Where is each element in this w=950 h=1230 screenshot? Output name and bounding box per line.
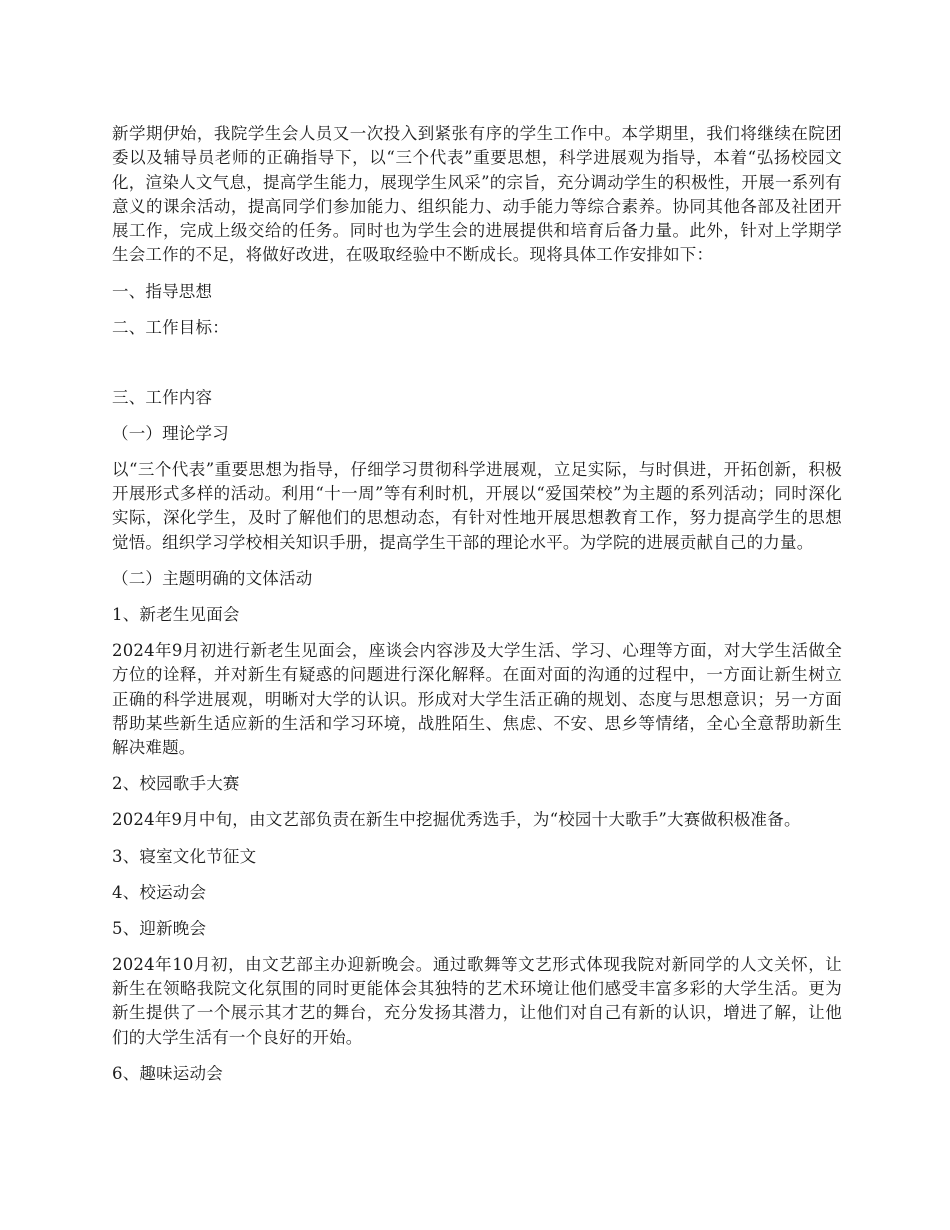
singer-contest-paragraph: 2024年9月中旬，由文艺部负责在新生中挖掘优秀选手，为“校园十大歌手”大赛做积极准备。 <box>112 810 801 830</box>
item-singer-contest: 2、校园歌手大赛 <box>112 774 240 794</box>
intro-paragraph: 新学期伊始，我院学生会人员又一次投入到紧张有序的学生工作中。本学期里，我们将继续在院团委以及辅导员老师的正确指导下，以“三个代表”重要思想，科学进展观为指导，本着“弘扬校园文化，渲染人文气息，提高学生能力，展现学生风采”的宗旨，充分调动学生的积极性，开展一系列有意义的课余活动，提高同学们参加能力、组织能力、动手能力等综合素养。协同其他各部及社团开展工作，完成上级交给的任务。同时也为学生会的进展提供和培育后备力量。此外，针对上学期学生会工作的不足，将做好改进，在吸取经验中不断成长。现将具体工作安排如下： <box>112 124 842 265</box>
document-body <box>112 122 842 1086</box>
theory-study-paragraph: 以“三个代表”重要思想为指导，仔细学习贯彻科学进展观，立足实际，与时俱进，开拓创新，积极开展形式多样的活动。利用“十一周”等有利时机，开展以“爱国荣校”为主题的系列活动；同时深化实际，深化学生，及时了解他们的思想动态，有针对性地开展思想教育工作，努力提高学生的思想觉悟。组织学习学校相关知识手册，提高学生干部的理论水平。为学院的进展贡献自己的力量。 <box>112 459 842 552</box>
item-freshman-meeting: 1、新老生见面会 <box>112 604 240 624</box>
section-work-content: 三、工作内容 <box>112 387 213 407</box>
freshman-meeting-paragraph: 2024年9月初进行新老生见面会，座谈会内容涉及大学生活、学习、心理等方面，对大学生活做全方位的诠释，并对新生有疑惑的问题进行深化解释。在面对面的沟通的过程中，一方面让新生树立正确的科学进展观，明晰对大学的认识。形成对大学生活正确的规划、态度与思想意识；另一方面帮助某些新生适应新的生活和学习环境，战胜陌生、焦虑、不安、思乡等情绪，全心全意帮助新生解决难题。 <box>112 640 842 758</box>
item-fun-sports-meet: 6、趣味运动会 <box>112 1063 223 1083</box>
section-work-goals: 二、工作目标： <box>112 317 229 337</box>
item-sports-meet: 4、校运动会 <box>112 882 207 902</box>
item-welcome-party: 5、迎新晚会 <box>112 918 207 938</box>
section-guiding-thought: 一、指导思想 <box>112 281 213 301</box>
welcome-party-paragraph: 2024年10月初，由文艺部主办迎新晚会。通过歌舞等文艺形式体现我院对新同学的人文关怀，让新生在领略我院文化氛围的同时更能体会其独特的艺术环境让他们感受丰富多彩的大学生活。更为新生提供了一个展示其才艺的舞台，充分发扬其潜力，让他们对自己有新的认识，增进了解，让他们的大学生活有一个良好的开始。 <box>112 954 842 1047</box>
item-dorm-culture-essay: 3、寝室文化节征文 <box>112 846 257 866</box>
subsection-activities: （二）主题明确的文体活动 <box>112 568 313 588</box>
subsection-theory-study: （一）理论学习 <box>112 423 229 443</box>
